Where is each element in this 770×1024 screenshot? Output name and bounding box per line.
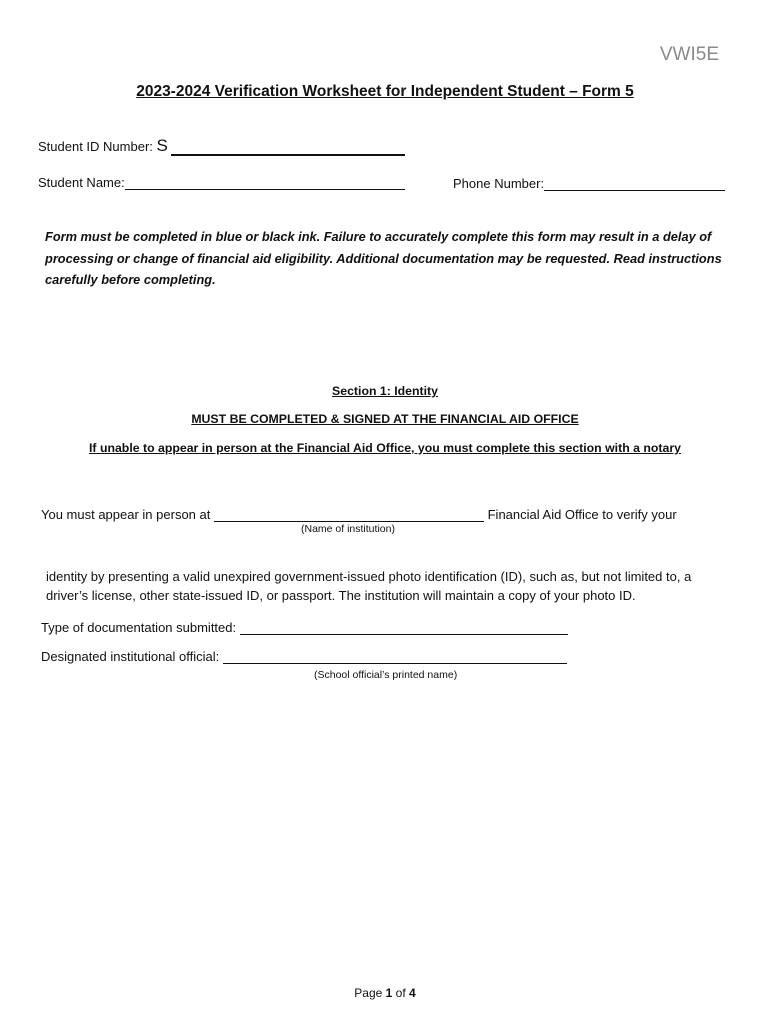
official-caption: (School official’s printed name): [314, 669, 458, 681]
doc-type-label: Type of documentation submitted:: [41, 620, 237, 635]
phone-field[interactable]: [544, 190, 725, 191]
official-label: Designated institutional official:: [41, 649, 220, 664]
page-title-text: 2023-2024 Verification Worksheet for Independent Student – Form 5: [136, 83, 634, 100]
form-code: VWI5E: [659, 44, 719, 65]
official-name-field[interactable]: [223, 663, 567, 664]
identity-paragraph: identity by presenting a valid unexpired government-issued photo identification (ID), such as, but not limited to, a driver’s license, other state-issued ID, or passport. The institution will maintain a copy of your photo ID.: [46, 569, 692, 603]
official-row: [41, 649, 567, 664]
appear-prefix: You must appear in person at: [41, 507, 211, 522]
student-name-field[interactable]: [125, 189, 405, 190]
phone-row: [453, 176, 725, 191]
student-id-prefix: S: [156, 136, 168, 155]
page-of: of: [395, 986, 406, 1000]
institution-name-field[interactable]: [214, 521, 484, 522]
section1-subheading: MUST BE COMPLETED & SIGNED AT THE FINANCIAL AID OFFICE: [191, 412, 579, 426]
appear-row: [41, 507, 677, 522]
page-number: [0, 986, 770, 1000]
phone-label: Phone Number:: [453, 176, 545, 191]
page-word: Page: [354, 986, 383, 1000]
student-id-field[interactable]: [171, 154, 405, 156]
doc-type-field[interactable]: [240, 634, 568, 635]
page-total: 4: [409, 986, 416, 1000]
appear-suffix: Financial Aid Office to verify your: [487, 507, 677, 522]
student-id-label: Student ID Number:: [38, 139, 153, 154]
page-title: [0, 83, 770, 101]
student-name-label: Student Name:: [38, 175, 125, 190]
page-current: 1: [385, 986, 393, 1000]
doc-type-row: [41, 620, 568, 635]
student-name-row: [38, 175, 405, 190]
section1-heading: Section 1: Identity: [332, 384, 438, 398]
notary-note: If unable to appear in person at the Financial Aid Office, you must complete this section with a notary: [89, 441, 681, 455]
student-id-row: [38, 136, 405, 156]
institution-caption: (Name of institution): [301, 523, 395, 535]
instructions-text: Form must be completed in blue or black ink. Failure to accurately complete this form may result in a delay of processing or change of financial aid eligibility. Additional documentation may be requested. Read instructions carefully before completing.: [45, 229, 722, 287]
